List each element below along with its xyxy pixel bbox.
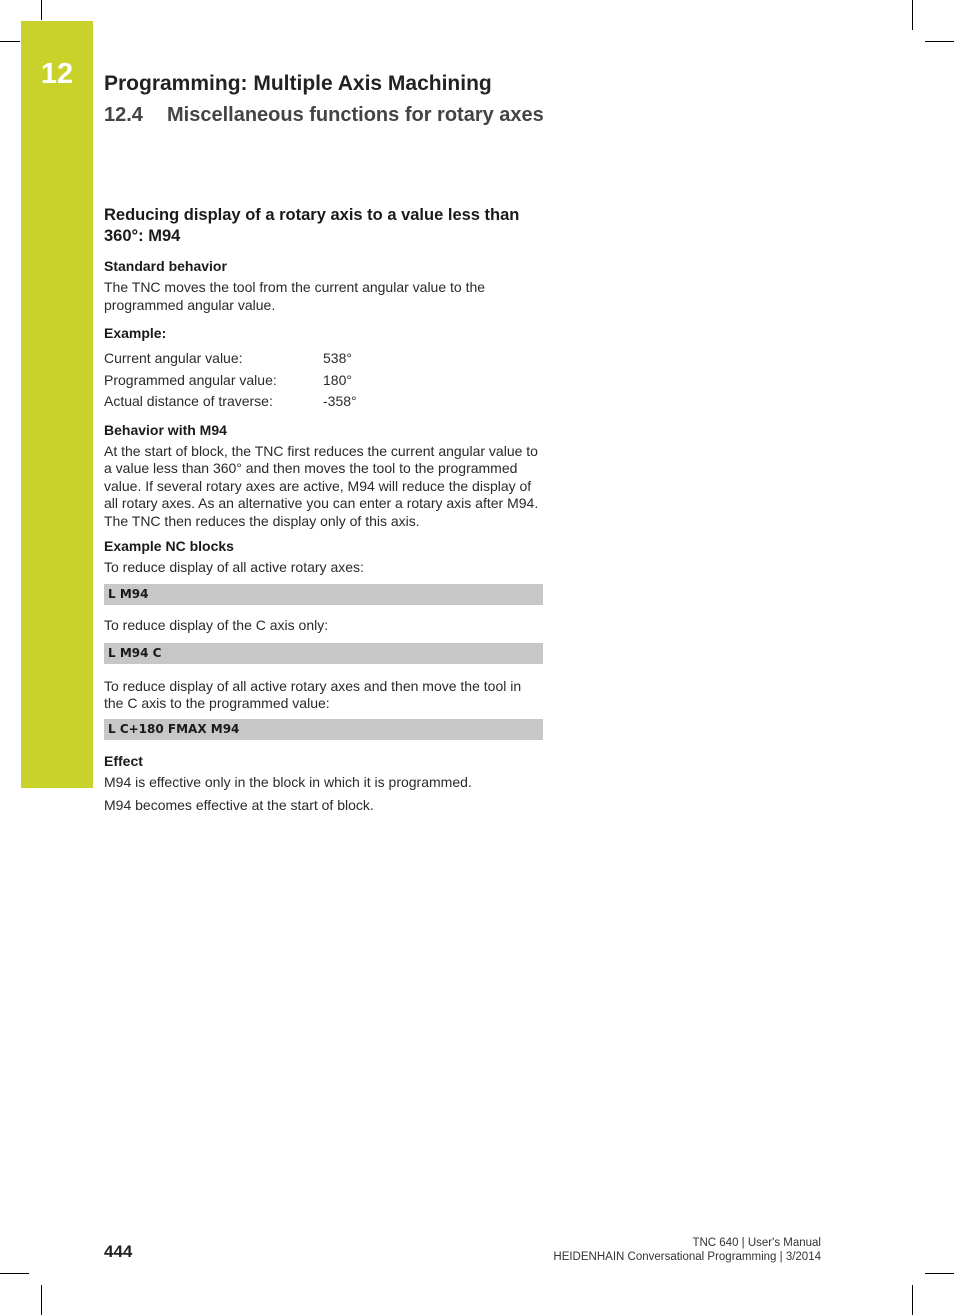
example-value: 538° bbox=[323, 350, 352, 367]
chapter-number: 12 bbox=[40, 58, 74, 90]
crop-mark bbox=[912, 0, 913, 30]
nc-blocks-intro-3: To reduce display of all active rotary axes and then move the tool in the C axis to the programmed value: bbox=[104, 677, 522, 712]
nc-code-block-1: L M94 bbox=[104, 584, 543, 605]
example-table bbox=[104, 348, 543, 413]
effect-line-1: M94 is effective only in the block in which it is programmed. bbox=[104, 774, 472, 791]
page-number: 444 bbox=[104, 1242, 133, 1261]
standard-behavior-heading: Standard behavior bbox=[104, 258, 227, 274]
footer-line-2: HEIDENHAIN Conversational Programming | 3/2014 bbox=[553, 1251, 821, 1263]
nc-blocks-heading: Example NC blocks bbox=[104, 537, 234, 554]
behavior-m94-text: At the start of block, the TNC first reduces the current angular value to a value less than 360° and then moves the tool to the programmed value. If several rotary axes are active, M94 will reduce the display of all rotary axes. As an alternative you can enter a rotary axis after M94. The TNC then reduces the display only of this axis. bbox=[104, 442, 539, 530]
example-row bbox=[104, 391, 543, 413]
chapter-title: Programming: Multiple Axis Machining bbox=[104, 72, 492, 95]
example-label: Current angular value: bbox=[104, 350, 243, 367]
footer-info bbox=[553, 1236, 821, 1264]
example-label: Actual distance of traverse: bbox=[104, 393, 273, 410]
example-row bbox=[104, 348, 543, 370]
behavior-m94-heading: Behavior with M94 bbox=[104, 421, 227, 438]
effect-line-2: M94 becomes effective at the start of block. bbox=[104, 796, 374, 813]
nc-code-block-2: L M94 C bbox=[104, 643, 543, 664]
nc-blocks-intro-1: To reduce display of all active rotary axes: bbox=[104, 558, 364, 575]
standard-behavior-text: The TNC moves the tool from the current angular value to the programmed angular value. bbox=[104, 279, 486, 313]
crop-mark bbox=[912, 1285, 913, 1315]
nc-blocks-intro-2: To reduce display of the C axis only: bbox=[104, 617, 329, 634]
example-label: Programmed angular value: bbox=[104, 371, 277, 388]
crop-mark bbox=[0, 41, 20, 42]
page-heading: Reducing display of a rotary axis to a value less than 360°: M94 bbox=[104, 206, 520, 245]
section-title bbox=[104, 104, 544, 127]
chapter-sidebar bbox=[21, 21, 93, 788]
section-title-text: Miscellaneous functions for rotary axes bbox=[167, 104, 544, 126]
example-value: -358° bbox=[323, 393, 357, 410]
example-row bbox=[104, 370, 543, 392]
effect-heading: Effect bbox=[104, 753, 143, 770]
crop-mark bbox=[41, 1285, 42, 1315]
footer-line-1: TNC 640 | User's Manual bbox=[692, 1237, 821, 1249]
nc-code-block-3: L C+180 FMAX M94 bbox=[104, 719, 543, 740]
crop-mark bbox=[41, 0, 42, 20]
example-value: 180° bbox=[323, 371, 352, 388]
crop-mark bbox=[925, 41, 954, 42]
crop-mark bbox=[0, 1273, 29, 1274]
example-heading: Example: bbox=[104, 325, 167, 342]
crop-mark bbox=[925, 1273, 954, 1274]
main-content bbox=[104, 205, 543, 824]
section-number: 12.4 bbox=[104, 104, 143, 126]
